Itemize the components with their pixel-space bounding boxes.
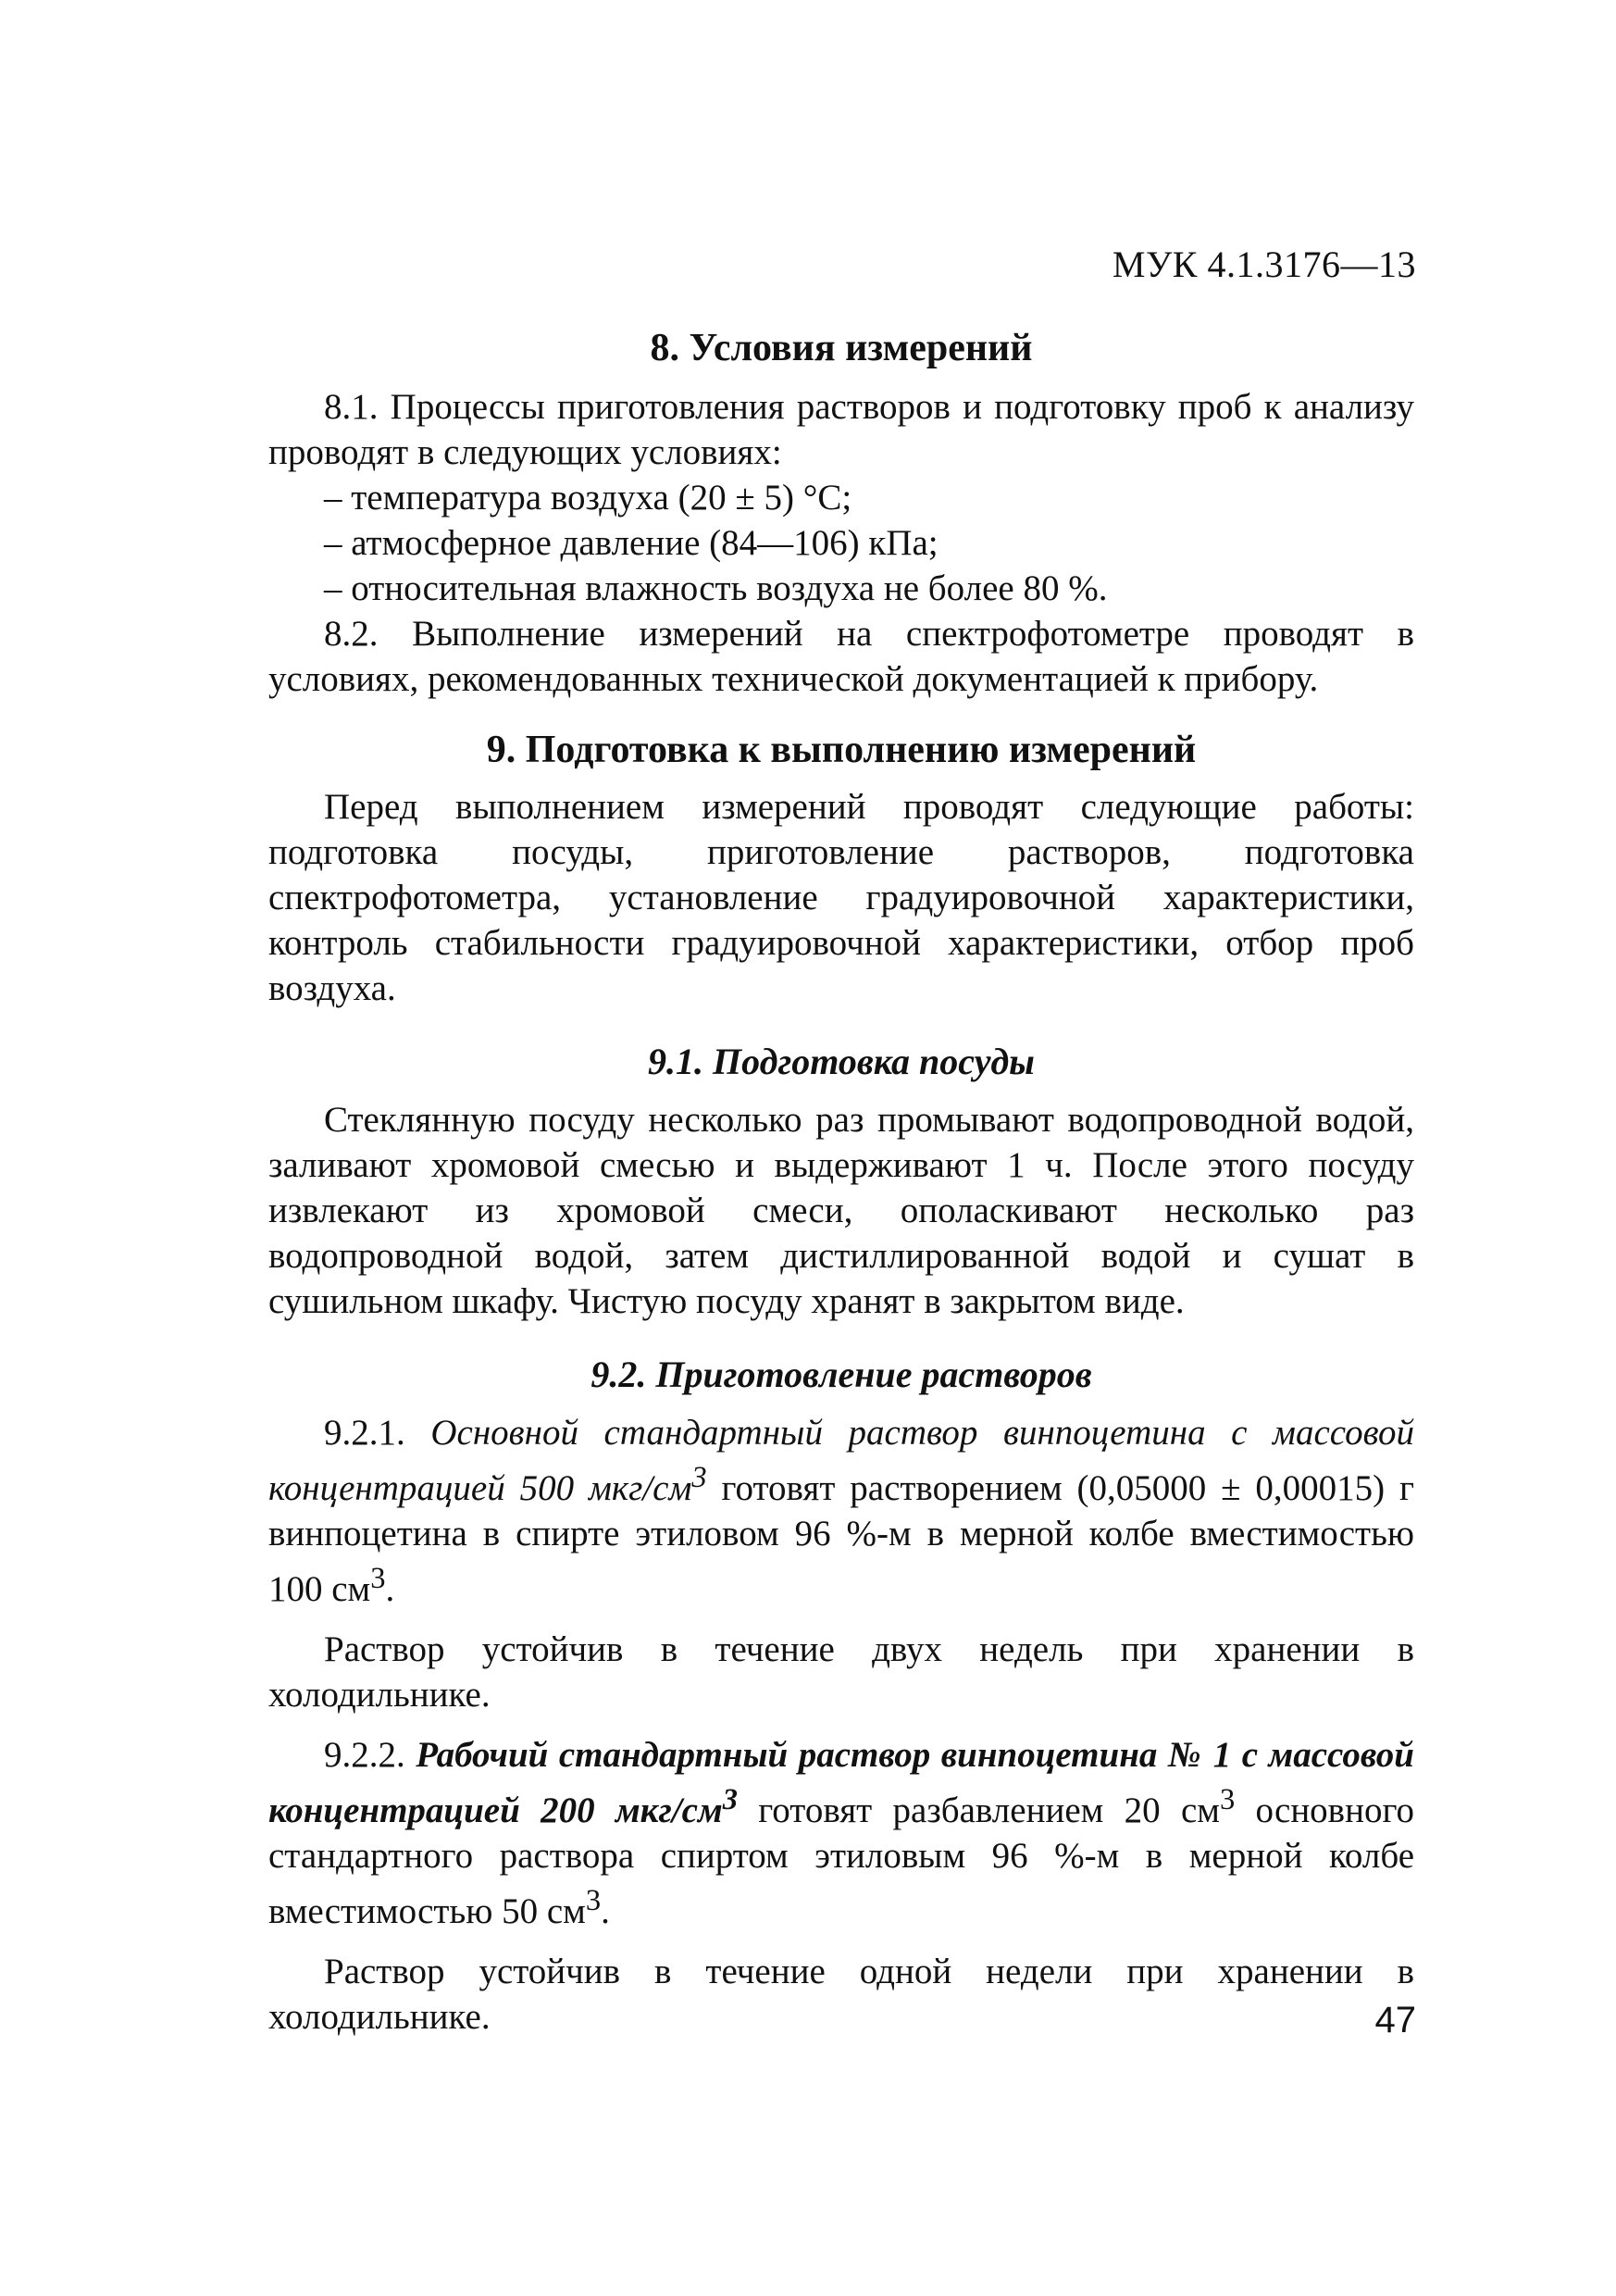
preparation-text-main: готовят растворением (0,05000 ± 0,00015) г винпоцетина в спирте этиловом 96 %-м в мерной колбе вместимостью 100 см <box>268 1468 1414 1609</box>
superscript: 3 <box>722 1783 738 1816</box>
paragraph-9-intro: Перед выполнением измерений проводят следующие работы: подготовка посуды, приготовление растворов, подготовка спектрофотометра, установление градуировочной характеристики, контроль стабильности градуировочной характеристики, отбор проб воздуха. <box>268 787 1414 1008</box>
preparation-text-working-a: готовят разбавлением 20 см <box>758 1791 1220 1830</box>
preparation-text-working-b: основного стандартного раствора спиртом этиловым 96 %-м в мерной колбе вместимостью 50 см <box>268 1791 1414 1931</box>
paragraph-9-2-1 <box>268 1410 1414 1612</box>
sentence-end: . <box>601 1891 610 1931</box>
section-8-title: 8. Условия измерений <box>650 327 1033 369</box>
paragraph-8-2: 8.2. Выполнение измерений на спектрофотометре проводят в условиях, рекомендованных технической документацией к прибору. <box>268 614 1414 699</box>
superscript: 3 <box>691 1461 707 1494</box>
superscript: 3 <box>1219 1783 1236 1816</box>
section-9-title: 9. Подготовка к выполнению измерений <box>486 729 1197 771</box>
superscript: 3 <box>585 1884 602 1917</box>
condition-humidity: – относительная влажность воздуха не более 80 %. <box>324 568 1108 608</box>
paragraph-9-1: Стеклянную посуду несколько раз промывают водопроводной водой, заливают хромовой смесью и выдерживают 1 ч. После этого посуду извлекают из хромовой смеси, ополаскивают несколько раз водопроводной водой, затем дистиллированной водой и сушат в сушильном шкафу. Чистую посуду хранят в закрытом виде. <box>268 1100 1414 1321</box>
clause-number-9-2-1: 9.2.1. <box>324 1413 405 1453</box>
paragraph-9-2-1-stability: Раствор устойчив в течение двух недель при хранении в холодильнике. <box>268 1629 1414 1715</box>
document-code-header: МУК 4.1.3176—13 <box>1112 243 1416 285</box>
paragraph-9-2-2-stability: Раствор устойчив в течение одной недели при хранении в холодильнике. <box>268 1952 1414 2037</box>
superscript: 3 <box>370 1562 386 1595</box>
subsection-9-1-title: 9.1. Подготовка посуды <box>648 1041 1035 1082</box>
condition-pressure: – атмосферное давление (84—106) кПа; <box>324 523 939 563</box>
condition-temperature: – температура воздуха (20 ± 5) °С; <box>324 478 852 518</box>
page-number: 47 <box>1374 2000 1416 2040</box>
page-content <box>268 326 1414 2040</box>
paragraph-8-1: 8.1. Процессы приготовления растворов и подготовку проб к анализу проводят в следующих условиях: <box>268 387 1414 472</box>
paragraph-9-2-2 <box>268 1732 1414 1934</box>
solution-name-main: Основной стандартный раствор винпоцетина с массовой концентрацией 500 мкг/см <box>268 1413 1415 1508</box>
solution-name-working: Рабочий стандартный раствор винпоцетина № 1 с массовой концентрацией 200 мкг/см <box>268 1735 1414 1830</box>
subsection-9-2-title: 9.2. Приготовление растворов <box>590 1354 1092 1395</box>
sentence-end: . <box>385 1569 395 1609</box>
clause-number-9-2-2: 9.2.2. <box>324 1735 405 1775</box>
